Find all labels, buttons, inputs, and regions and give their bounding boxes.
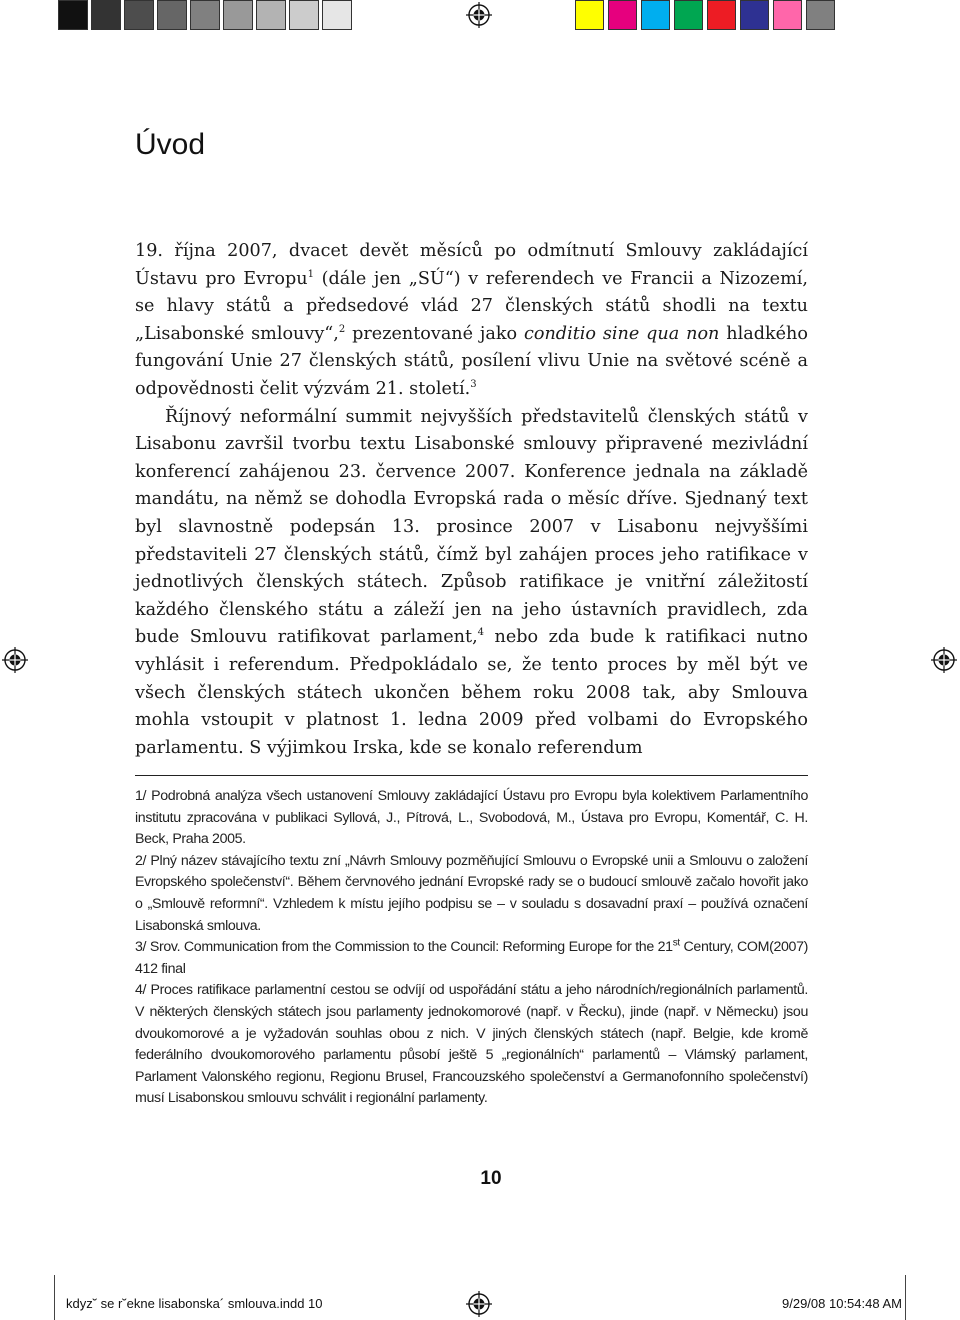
page-title: Úvod: [135, 128, 206, 161]
gray-swatch: [289, 0, 319, 30]
gray-swatch: [157, 0, 187, 30]
gray-swatch: [91, 0, 121, 30]
color-swatch: [806, 0, 835, 30]
footnote-ref-2[interactable]: 2: [338, 323, 346, 335]
gray-swatch: [58, 0, 88, 30]
registration-mark-icon: [466, 1291, 492, 1317]
color-swatch: [608, 0, 637, 30]
footnote-ref-4[interactable]: 4: [477, 627, 485, 639]
paragraph-1: 19. října 2007, dvacet devět měsíců po odmítnutí Smlouvy zakládající Ústavu pro Evropu$^1$ (dále jen „SÚ“) v referendech ve Francii a Nizozemí, se hlavy států a předsedové vlád 27 členských států shodli na textu „Lisabonské smlouvy“,$^2$ prezentované jako conditio sine qua non hladkého fungování Unie 27 členských států, posílení vlivu Unie na světové scéně a odpovědnosti čelit výzvám 21. století.$^3$: [135, 241, 808, 399]
footnote-4: 4/ Proces ratifikace parlamentní cestou se odvíjí od uspořádání státu a jeho národních/regionálních parlamentů. V některých členských státech jsou parlamenty jednokomorové (např. v Řecku), jinde (např. v Německu) jsou dvoukomorové a je vyžadován souhlas obou z nich. V jiných členských státech (např. Belgie, kde kromě federálního dvoukomorového parlamentu působí ještě 5 „regionálních“ parlamentů – Vlámský parlament, Parlament Valonského regionu, Regionu Brusel, Francouzského společenství a Germanofonního společenství) musí Lisabonskou smlouvu schválit i regionální parlamenty.: [135, 982, 808, 1107]
paragraph-2: Říjnový neformální summit nejvyšších představitelů členských států v Lisabonu završil tvorbu textu Lisabonské smlouvy připravené mezivládní konferencí zahájenou 23. července 2007. Konference jednala na základě mandátu, na němž se dohodla Evropská rada o měsíc dříve. Sjednaný text byl slavnostně podepsán 13. prosince 2007 v Lisabonu nejvyššími představiteli 27 členských států, čímž byl zahájen proces jeho ratifikace v jednotlivých členských státech. Způsob ratifikace je vnitřní záležitostí každého členského státu a záleží jen na jeho ústavních pravidlech, zda bude Smlouvu ratifikovat parlament,$^4$ nebo zda bude k ratifikaci nutno vyhlásit i referendum. Předpokládalo se, že tento proces by měl být ve všech členských státech ukončen během roku 2008 tak, aby Smlouva mohla vstoupit v platnost 1. ledna 2009 před volbami do Evropského parlamentu. S výjimkou Irska, kde se konalo referendum: [135, 406, 808, 758]
process-color-bar: [575, 0, 839, 30]
grayscale-color-bar: [58, 0, 355, 30]
gray-swatch: [190, 0, 220, 30]
color-swatch: [641, 0, 670, 30]
footnote-ref-1[interactable]: 1: [307, 268, 314, 280]
color-swatch: [773, 0, 802, 30]
registration-mark-icon: [466, 2, 492, 28]
footnote-3: 3/ Srov. Communication from the Commission to the Council: Reforming Europe for the 21st Century, COM(2007) 412 final: [135, 937, 808, 977]
slug-filename: kdyz˘ se r˘ekne lisabonska´ smlouva.indd 10: [66, 1296, 323, 1311]
gray-swatch: [256, 0, 286, 30]
gray-swatch: [223, 0, 253, 30]
color-swatch: [674, 0, 703, 30]
slug-border: [905, 1275, 906, 1320]
footnote-1: 1/ Podrobná analýza všech ustanovení Smlouvy zakládající Ústavu pro Evropu byla kolektivem Parlamentního institutu zpracována v publikaci Syllová, J., Pítrová, L., Svobodová, M., Ústava pro Evropu, Komentář, C. H. Beck, Praha 2005.: [135, 788, 808, 848]
footnote-separator: [135, 775, 808, 776]
gray-swatch: [322, 0, 352, 30]
body-text: [135, 238, 808, 762]
color-swatch: [740, 0, 769, 30]
color-swatch: [575, 0, 604, 30]
slug-timestamp: 9/29/08 10:54:48 AM: [782, 1296, 902, 1311]
gray-swatch: [124, 0, 154, 30]
color-swatch: [707, 0, 736, 30]
page-number: 10: [480, 1168, 502, 1189]
footnote-2: 2/ Plný název stávajícího textu zní „Návrh Smlouvy pozměňující Smlouvu o Evropské unii a Smlouvu o založení Evropského společenství“. Během červnového jednání Evropské rady se o budoucí smlouvě začalo hovořit jako o „Smlouvě reformní“. Vzhledem k místu jejího podpisu se – v souladu s dosavadní praxí – používá označení Lisabonská smlouva.: [135, 852, 808, 934]
registration-mark-icon: [2, 647, 28, 673]
footnote-ref-3[interactable]: 3: [470, 379, 477, 391]
registration-mark-icon: [931, 647, 957, 673]
slug-border: [54, 1275, 55, 1320]
footnotes: [135, 786, 808, 1110]
